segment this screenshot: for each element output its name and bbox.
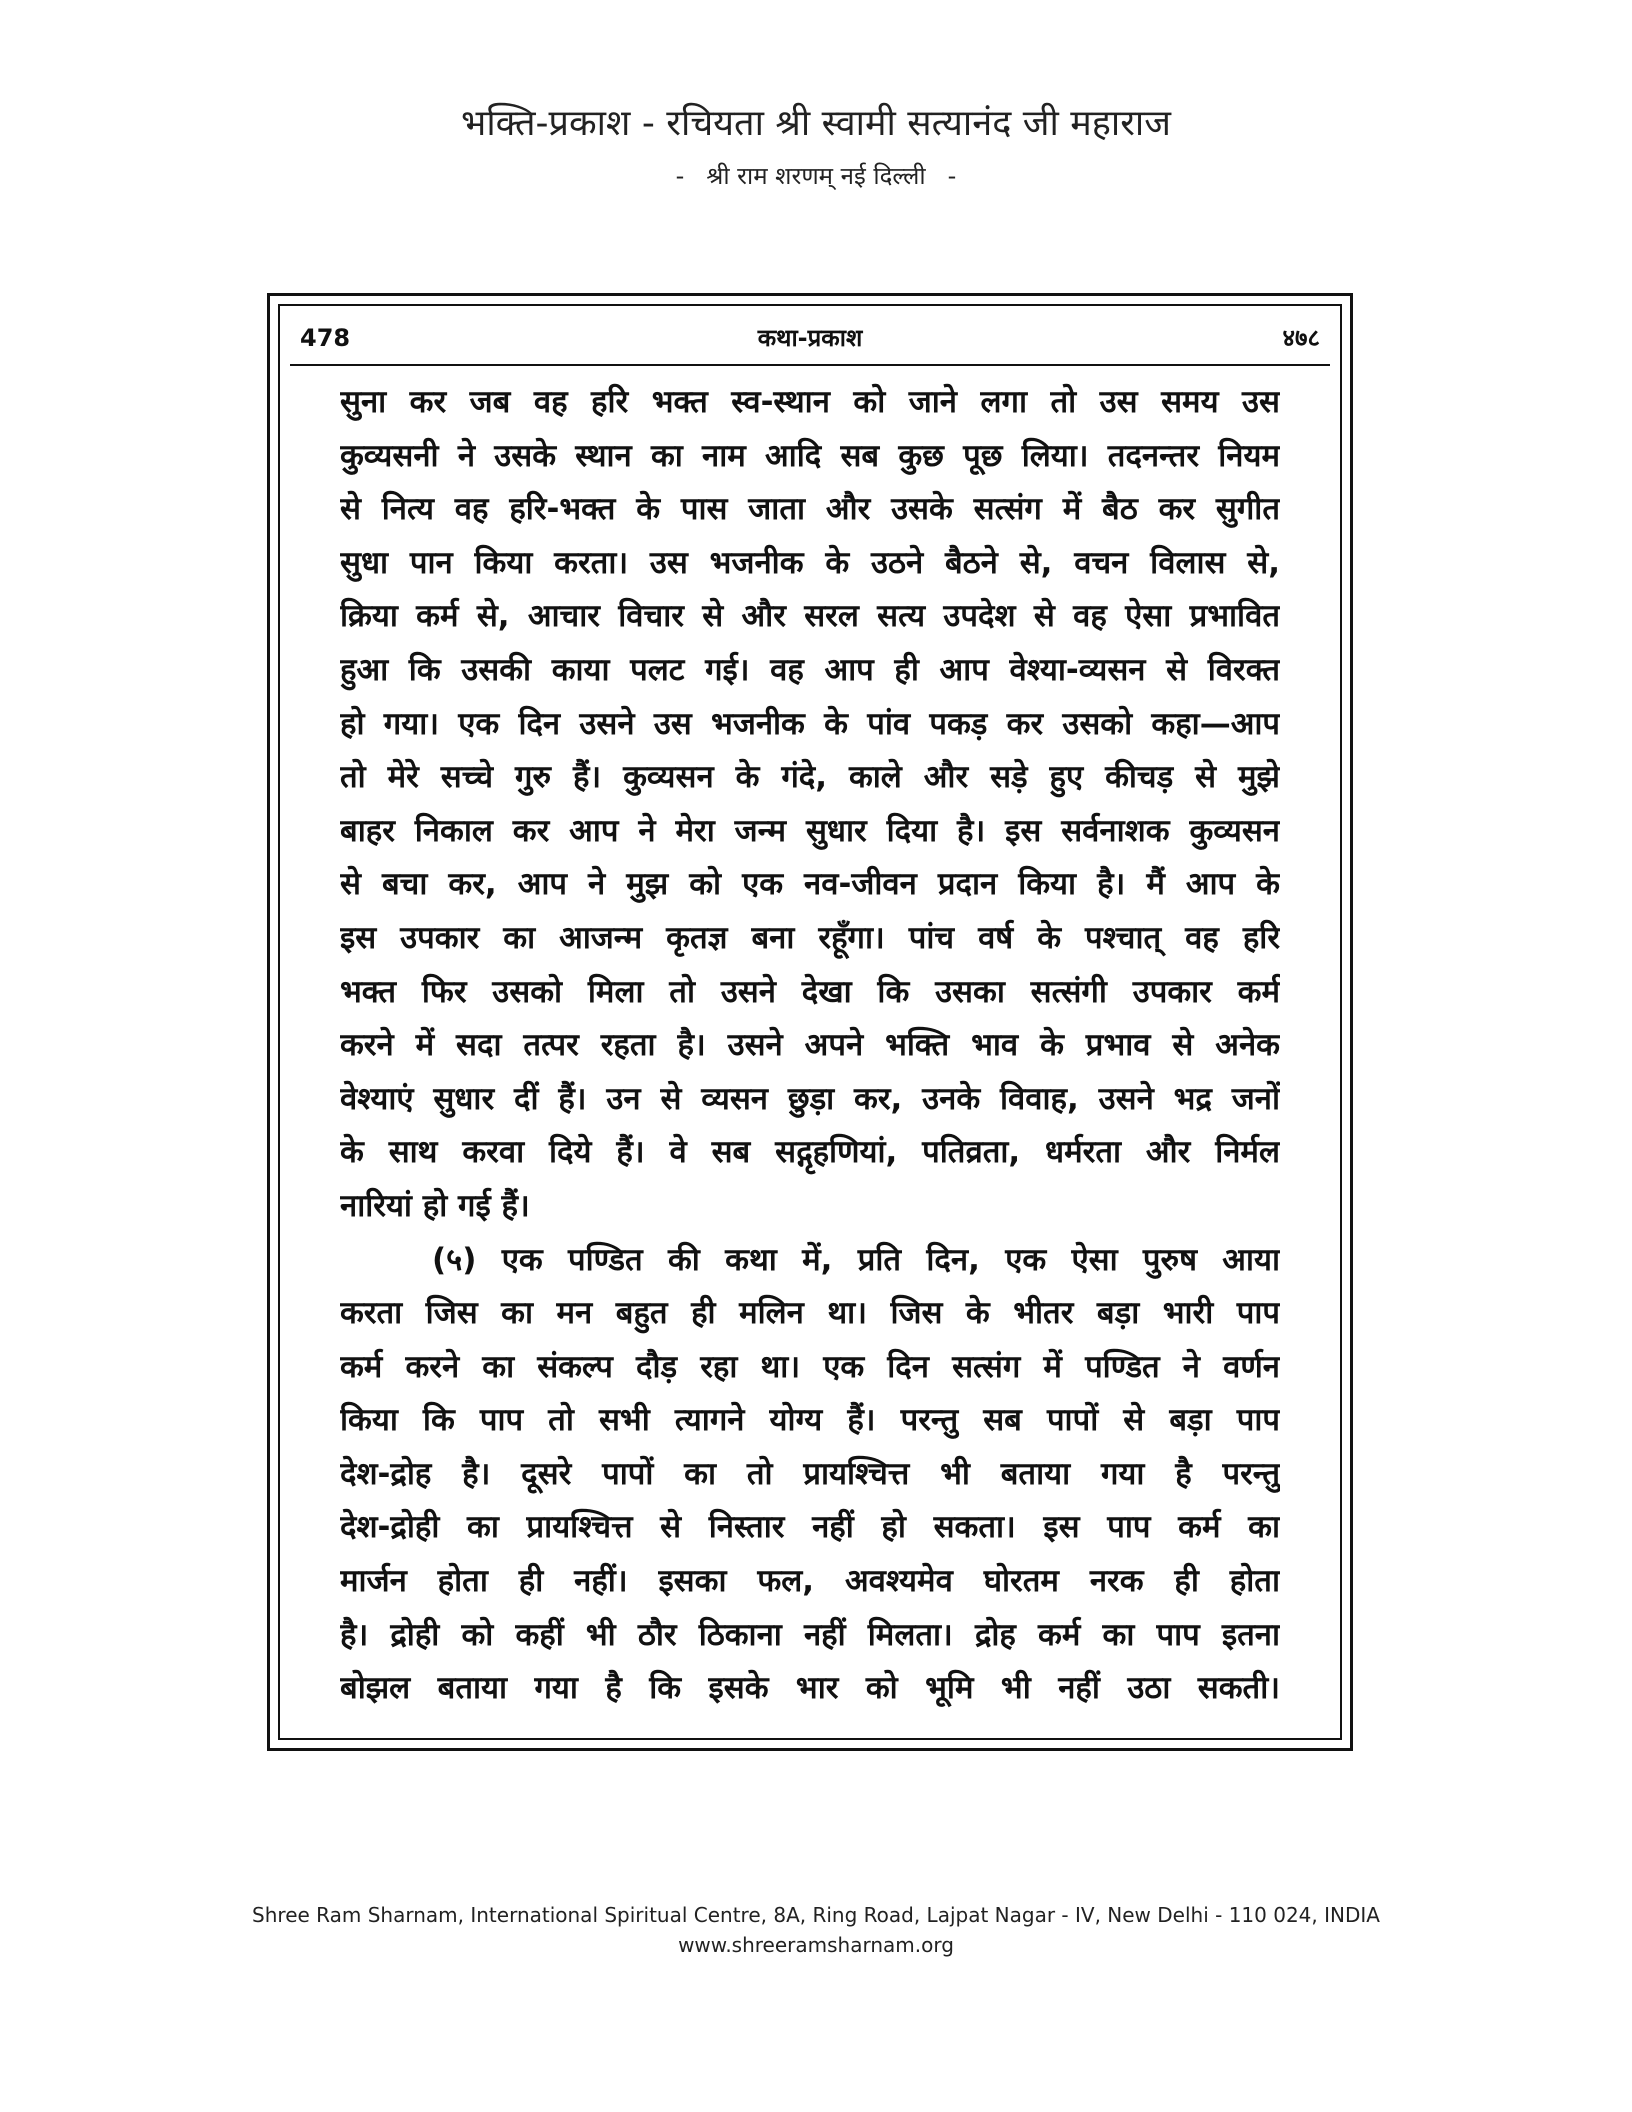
text-line: से बचा कर, आप ने मुझ को एक नव-जीवन प्रदान किया है। मैं आप के: [340, 866, 1280, 903]
text-line: कुव्यसनी ने उसके स्थान का नाम आदि सब कुछ पूछ लिया। तदनन्तर नियम: [340, 437, 1280, 474]
text-line: करता जिस का मन बहुत ही मलिन था। जिस के भीतर बड़ा भारी पाप: [340, 1295, 1280, 1332]
footer-website: www.shreeramsharnam.org: [678, 1933, 954, 1957]
text-line: नारियां हो गई हैं।: [340, 1187, 530, 1224]
page-running-head: [300, 318, 1320, 358]
text-line: मार्जन होता ही नहीं। इसका फल, अवश्यमेव घोरतम नरक ही होता: [340, 1563, 1280, 1600]
document-title: भक्ति-प्रकाश - रचियता श्री स्वामी सत्यानंद जी महाराज: [461, 103, 1171, 144]
text-line: इस उपकार का आजन्म कृतज्ञ बना रहूँगा। पांच वर्ष के पश्चात् वह हरि: [340, 919, 1280, 956]
text-line: देश-द्रोही का प्रायश्चित्त से निस्तार नहीं हो सकता। इस पाप कर्म का: [340, 1509, 1280, 1546]
text-line: (५) एक पण्डित की कथा में, प्रति दिन, एक ऐसा पुरुष आया: [432, 1241, 1280, 1278]
footer-address: Shree Ram Sharnam, International Spiritual Centre, 8A, Ring Road, Lajpat Nagar - IV, New Delhi - 110 024, INDIA: [252, 1903, 1380, 1927]
text-line: करने में सदा तत्पर रहता है। उसने अपने भक्ति भाव के प्रभाव से अनेक: [340, 1027, 1280, 1064]
document-header: [0, 100, 1632, 196]
text-line: बाहर निकाल कर आप ने मेरा जन्म सुधार दिया है। इस सर्वनाशक कुव्यसन: [340, 812, 1280, 849]
text-line: किया कि पाप तो सभी त्यागने योग्य हैं। परन्तु सब पापों से बड़ा पाप: [340, 1402, 1280, 1439]
text-line: बोझल बताया गया है कि इसके भार को भूमि भी नहीं उठा सकती।: [340, 1670, 1280, 1707]
text-line: के साथ करवा दिये हैं। वे सब सद्गृहणियां, पतिव्रता, धर्मरता और निर्मल: [340, 1134, 1280, 1171]
subtitle-text: श्री राम शरणम् नई दिल्ली: [706, 162, 926, 190]
body-text: [340, 376, 1280, 1716]
text-line: कर्म करने का संकल्प दौड़ रहा था। एक दिन सत्संग में पण्डित ने वर्णन: [340, 1348, 1280, 1385]
chapter-title: कथा-प्रकाश: [757, 324, 863, 352]
document-subtitle: [0, 156, 1632, 196]
text-line: क्रिया कर्म से, आचार विचार से और सरल सत्य उपदेश से वह ऐसा प्रभावित: [340, 598, 1280, 635]
text-line: हुआ कि उसकी काया पलट गई। वह आप ही आप वेश्या-व्यसन से विरक्त: [340, 651, 1280, 688]
text-line: हो गया। एक दिन उसने उस भजनीक के पांव पकड़ कर उसको कहा—आप: [340, 705, 1280, 742]
head-divider: [290, 364, 1330, 366]
page-number-devanagari: ४७८: [1282, 324, 1320, 352]
text-line: देश-द्रोह है। दूसरे पापों का तो प्रायश्चित्त भी बताया गया है परन्तु: [340, 1455, 1280, 1492]
subtitle-dash-right: -: [947, 162, 957, 190]
text-line: सुधा पान किया करता। उस भजनीक के उठने बैठने से, वचन विलास से,: [340, 544, 1280, 581]
page-frame: [267, 293, 1353, 1751]
text-line: भक्त फिर उसको मिला तो उसने देखा कि उसका सत्संगी उपकार कर्म: [340, 973, 1280, 1010]
text-line: से नित्य वह हरि-भक्त के पास जाता और उसके सत्संग में बैठ कर सुगीत: [340, 491, 1280, 528]
text-line: वेश्याएं सुधार दीं हैं। उन से व्यसन छुड़ा कर, उनके विवाह, उसने भद्र जनों: [340, 1080, 1280, 1117]
page-number-arabic: 478: [300, 324, 351, 352]
text-line: तो मेरे सच्चे गुरु हैं। कुव्यसन के गंदे, काले और सड़े हुए कीचड़ से मुझे: [340, 759, 1280, 796]
page-footer: [0, 1900, 1632, 1960]
text-line: है। द्रोही को कहीं भी ठौर ठिकाना नहीं मिलता। द्रोह कर्म का पाप इतना: [340, 1616, 1280, 1653]
text-line: सुना कर जब वह हरि भक्त स्व-स्थान को जाने लगा तो उस समय उस: [340, 384, 1280, 420]
page-frame-inner: [278, 304, 1342, 1740]
subtitle-dash-left: -: [675, 162, 685, 190]
